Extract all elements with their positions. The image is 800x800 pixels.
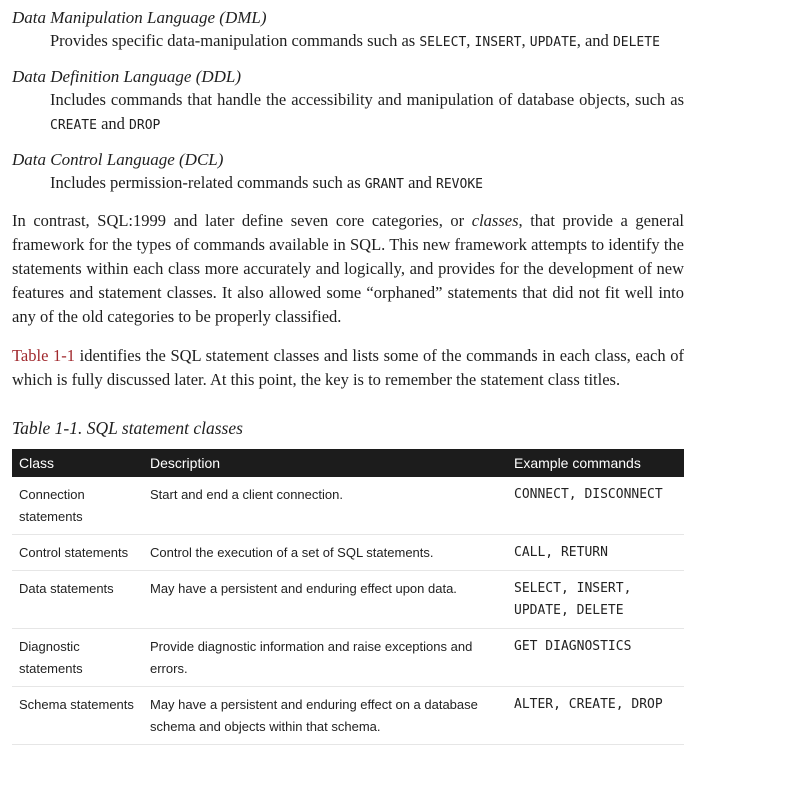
cell-commands: SELECT, INSERT, UPDATE, DELETE <box>507 571 684 629</box>
header-description: Description <box>143 449 507 477</box>
inline-code: UPDATE <box>529 35 577 50</box>
table-row <box>12 477 684 535</box>
table-row <box>12 629 684 687</box>
text-run: , <box>521 31 530 50</box>
table-header-row <box>12 449 684 477</box>
definition-dcl <box>12 149 684 197</box>
table-reference-link[interactable]: Table 1-1 <box>12 346 76 365</box>
cell-description: May have a persistent and enduring effect on a database schema and objects within that schema. <box>143 687 507 745</box>
inline-code: DELETE <box>612 35 660 50</box>
cell-description: May have a persistent and enduring effect upon data. <box>143 571 507 629</box>
sql-statement-classes-table <box>12 449 684 745</box>
inline-code: INSERT <box>474 35 522 50</box>
definition-body <box>12 171 684 197</box>
paragraph-table-intro <box>12 344 684 392</box>
text-run: Provides specific data-manipulation commands such as <box>50 31 420 50</box>
definition-body <box>12 88 684 138</box>
definition-dml <box>12 7 684 55</box>
cell-description: Provide diagnostic information and raise exceptions and errors. <box>143 629 507 687</box>
text-run: identifies the SQL statement classes and lists some of the commands in each class, each of which is fully discussed later. At this point, the key is to remember the statement class titles. <box>12 346 684 389</box>
cell-class: Control statements <box>12 535 143 571</box>
definition-term: Data Control Language (DCL) <box>12 150 224 169</box>
cell-class: Diagnostic statements <box>12 629 143 687</box>
cell-commands: CALL, RETURN <box>507 535 684 571</box>
emphasis: classes <box>471 211 519 230</box>
text-run: and <box>96 114 130 133</box>
inline-code: CREATE <box>50 118 97 133</box>
inline-code: DROP <box>129 118 161 133</box>
header-example-commands: Example commands <box>507 449 684 477</box>
page <box>12 0 684 745</box>
table-row <box>12 571 684 629</box>
cell-class: Connection statements <box>12 477 143 535</box>
inline-code: SELECT <box>419 35 467 50</box>
cell-class: Data statements <box>12 571 143 629</box>
text-run: and <box>403 173 437 192</box>
text-run: Includes commands that handle the accessibility and manipulation of database objects, such as <box>50 90 684 109</box>
text-run: , that provide a general framework for the types of commands available in SQL. This new framework attempts to identify the statements within each class more accurately and logically, and provides for the development of new features and statement classes. It also allowed some “orphaned” statements that did not fit well into any of the old categories to be properly classified. <box>12 211 684 326</box>
table-row <box>12 687 684 745</box>
table-caption: Table 1-1. SQL statement classes <box>12 418 243 438</box>
cell-commands: CONNECT, DISCONNECT <box>507 477 684 535</box>
table-body <box>12 477 684 745</box>
definition-ddl <box>12 66 684 138</box>
inline-code: REVOKE <box>436 177 483 192</box>
cell-description: Start and end a client connection. <box>143 477 507 535</box>
cell-commands: ALTER, CREATE, DROP <box>507 687 684 745</box>
table-row <box>12 535 684 571</box>
inline-code: GRANT <box>364 177 404 192</box>
cell-commands: GET DIAGNOSTICS <box>507 629 684 687</box>
cell-class: Schema statements <box>12 687 143 745</box>
definition-term: Data Definition Language (DDL) <box>12 67 242 86</box>
definition-term: Data Manipulation Language (DML) <box>12 8 267 27</box>
header-class: Class <box>12 449 143 477</box>
text-run: Includes permission-related commands such as <box>50 173 365 192</box>
cell-description: Control the execution of a set of SQL statements. <box>143 535 507 571</box>
text-run: In contrast, SQL:1999 and later define seven core categories, or <box>12 211 472 230</box>
definition-body <box>12 29 684 55</box>
text-run: , and <box>576 31 613 50</box>
text-run: , <box>466 31 475 50</box>
paragraph-classes <box>12 209 684 329</box>
